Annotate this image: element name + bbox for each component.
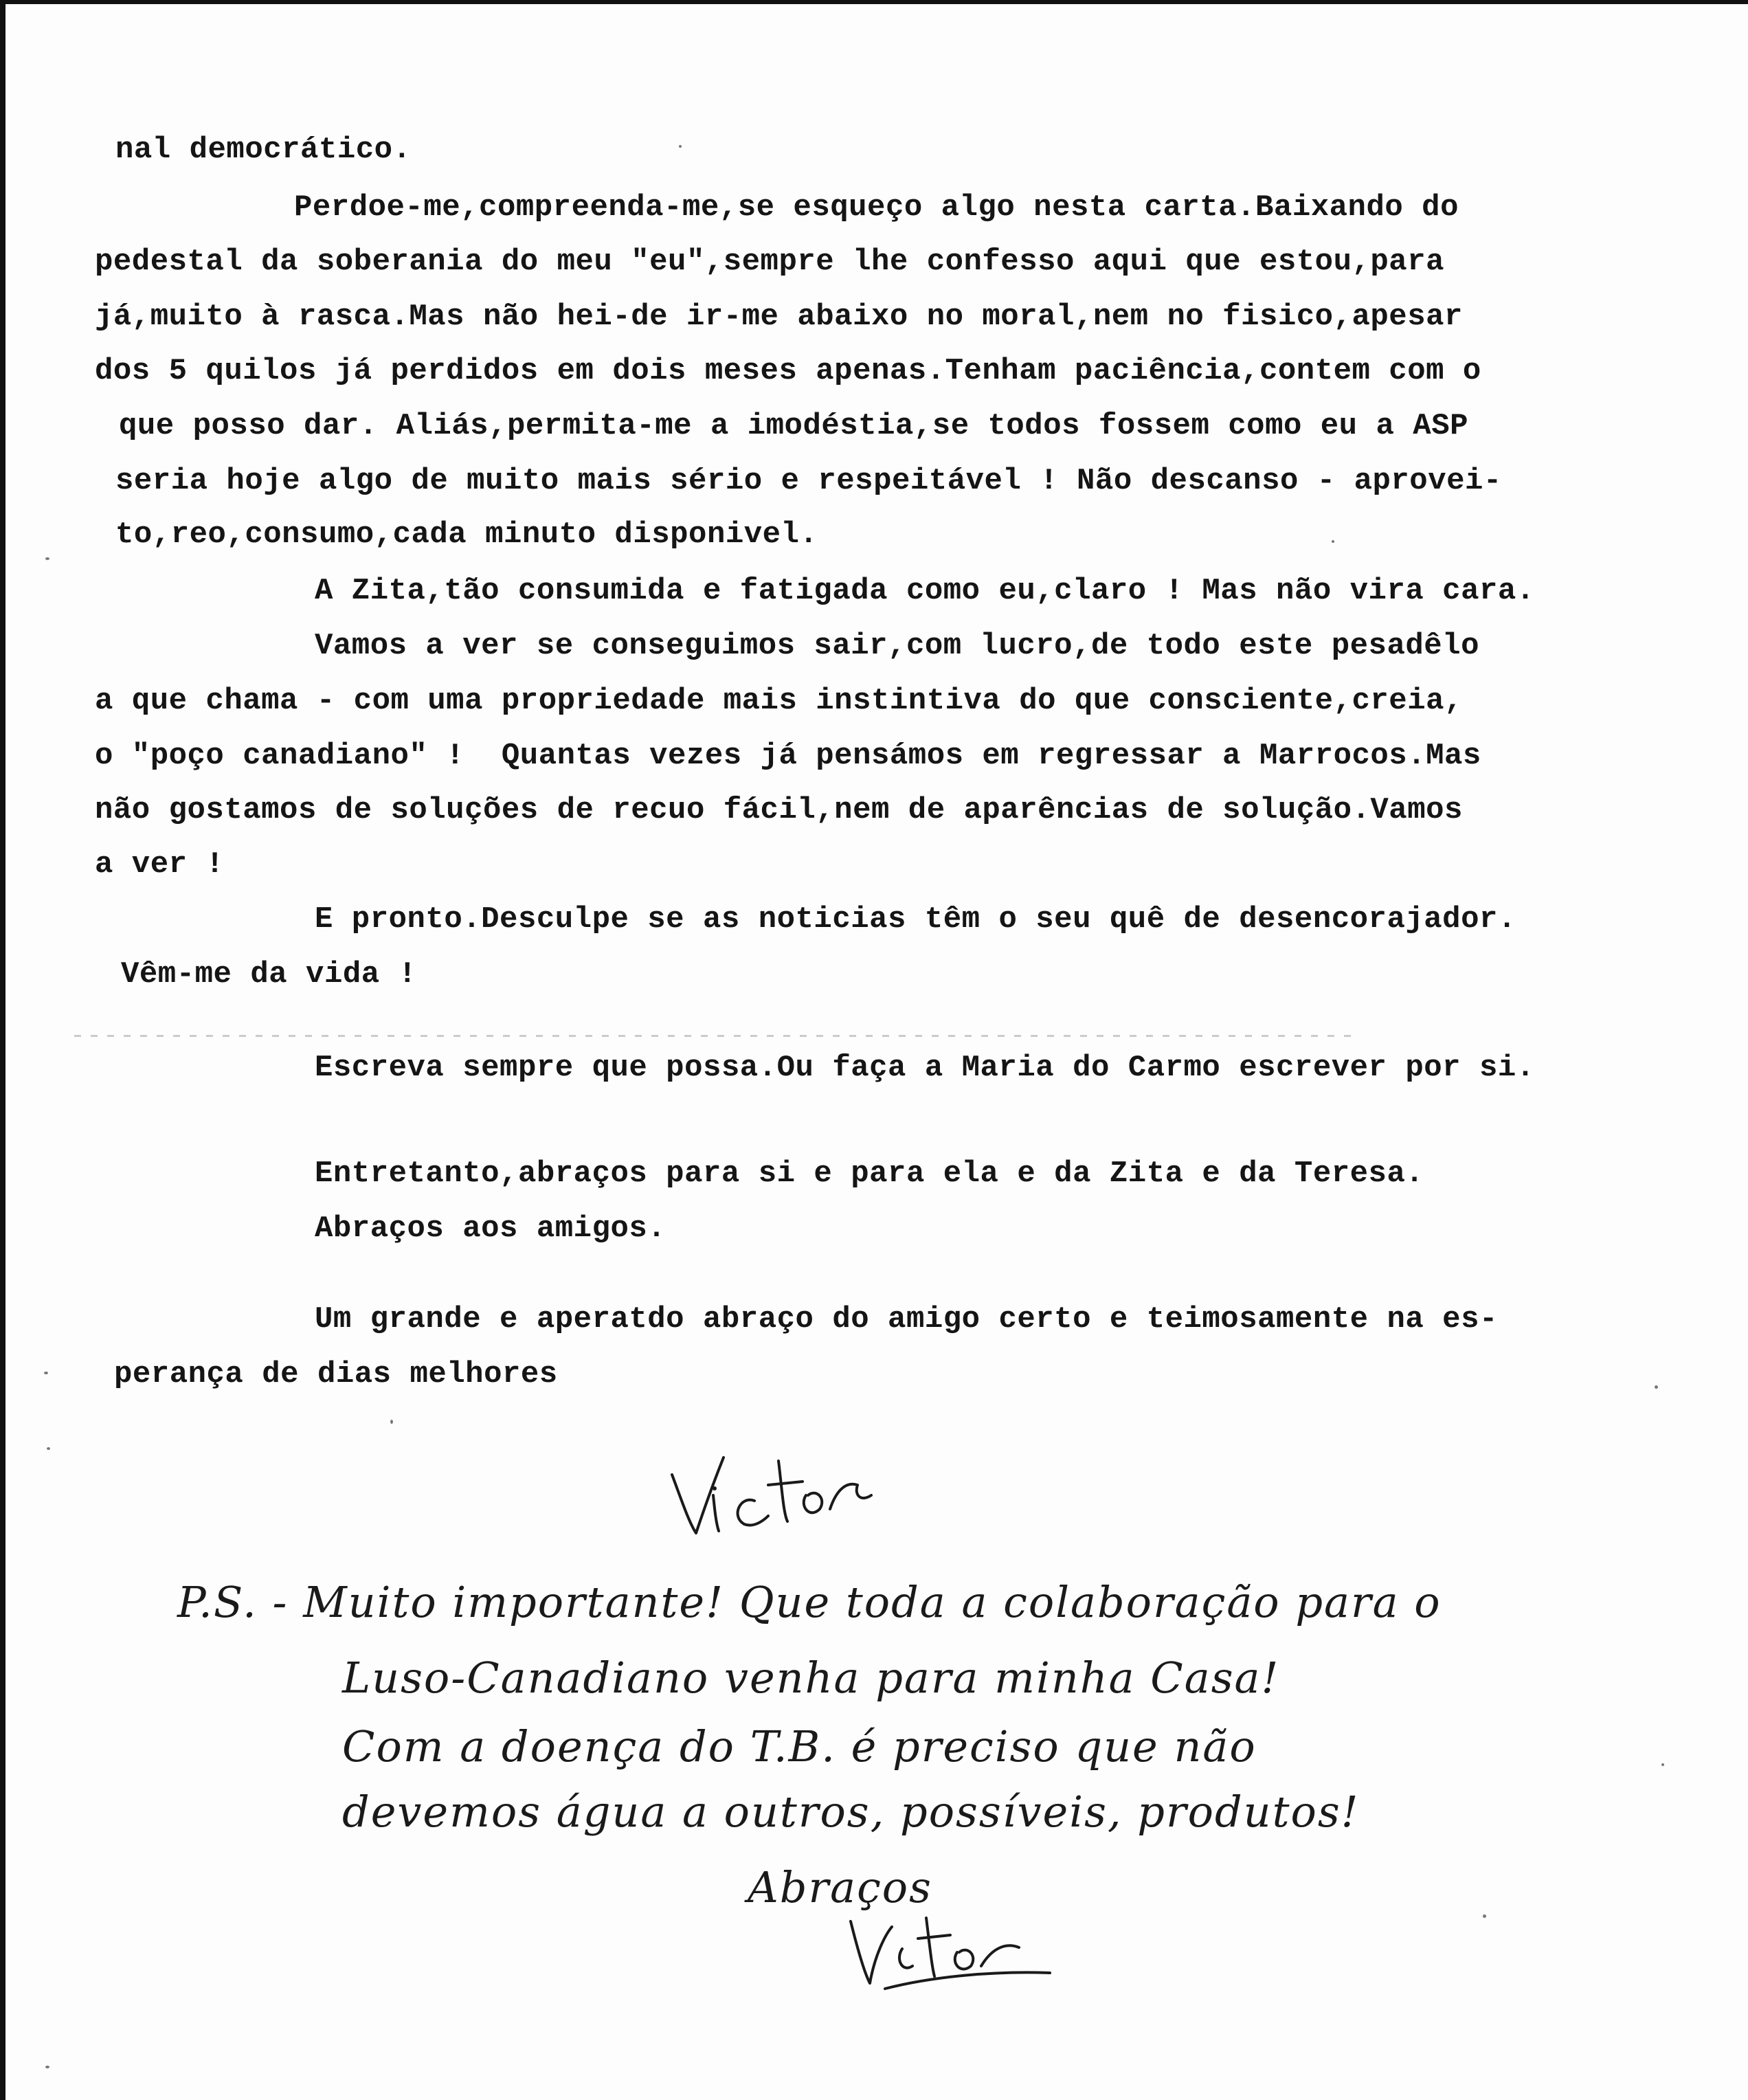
scan-speck [679,145,682,148]
scan-speck [1332,540,1334,543]
letter-line-10: Vamos a ver se conseguimos sair,com lucro,de todo este pesadêlo [315,629,1479,663]
letter-line-12: o "poço canadiano" ! Quantas vezes já pensámos em regressar a Marrocos.Mas [95,739,1481,773]
postscript-line-1: P.S. - Muito importante! Que toda a colaboração para o [177,1577,1442,1627]
letter-line-5: dos 5 quilos já perdidos em dois meses apenas.Tenham paciência,contem com o [95,354,1481,388]
scan-speck [45,2066,49,2068]
scan-speck [1483,1914,1486,1918]
letter-line-13: não gostamos de soluções de recuo fácil,nem de aparências de solução.Vamos [95,793,1463,827]
scan-speck [45,557,49,560]
letter-line-17: Escreva sempre que possa.Ou faça a Maria do Carmo escrever por si. [315,1051,1535,1085]
letter-line-15: E pronto.Desculpe se as noticias têm o seu quê de desencorajador. [315,902,1516,937]
letter-line-6: que posso dar. Aliás,permita-me a imodéstia,se todos fossem como eu a ASP [119,409,1469,443]
letter-line-21: perança de dias melhores [114,1357,558,1392]
letter-line-2: Perdoe-me,compreenda-me,se esqueço algo nesta carta.Baixando do [294,190,1459,225]
scan-speck [1661,1763,1664,1766]
letter-line-18: Entretanto,abraços para si e para ela e da Zita e da Teresa. [315,1157,1424,1191]
letter-line-8: to,reo,consumo,cada minuto disponivel. [115,517,818,552]
postscript-line-3: Com a doença do T.B. é preciso que não [342,1721,1257,1772]
signature-victor [665,1447,885,1543]
letter-line-7: seria hoje algo de muito mais sério e respeitável ! Não descanso - aprovei- [115,464,1502,498]
letter-line-1: nal democrático. [115,133,412,167]
letter-line-16: Vêm-me da vida ! [121,957,417,992]
scan-speck [1655,1385,1658,1389]
scan-speck [44,1372,48,1374]
scan-speck [390,1420,393,1424]
postscript-line-4: devemos água a outros, possíveis, produtos! [342,1787,1360,1837]
letter-line-19: Abraços aos amigos. [315,1211,666,1246]
letter-line-3: pedestal da soberania do meu "eu",sempre lhe confesso aqui que estou,para [95,245,1445,279]
letter-line-20: Um grande e aperatdo abraço do amigo certo e teimosamente na es- [315,1302,1498,1337]
letter-line-14: a ver ! [95,847,225,882]
faint-dashed-rule [74,1035,1352,1037]
postscript-line-2: Luso-Canadiano venha para minha Casa! [342,1653,1280,1703]
scan-speck [47,1447,50,1450]
closing-abracos: Abraços [748,1862,932,1912]
letter-line-4: já,muito à rasca.Mas não hei-de ir-me abaixo no moral,nem no fisico,apesar [95,300,1463,334]
letter-line-9: A Zita,tão consumida e fatigada como eu,claro ! Mas não vira cara. [315,574,1535,608]
letter-line-11: a que chama - com uma propriedade mais instintiva do que consciente,creia, [95,684,1463,718]
signature-victor-2 [837,1908,1064,1997]
